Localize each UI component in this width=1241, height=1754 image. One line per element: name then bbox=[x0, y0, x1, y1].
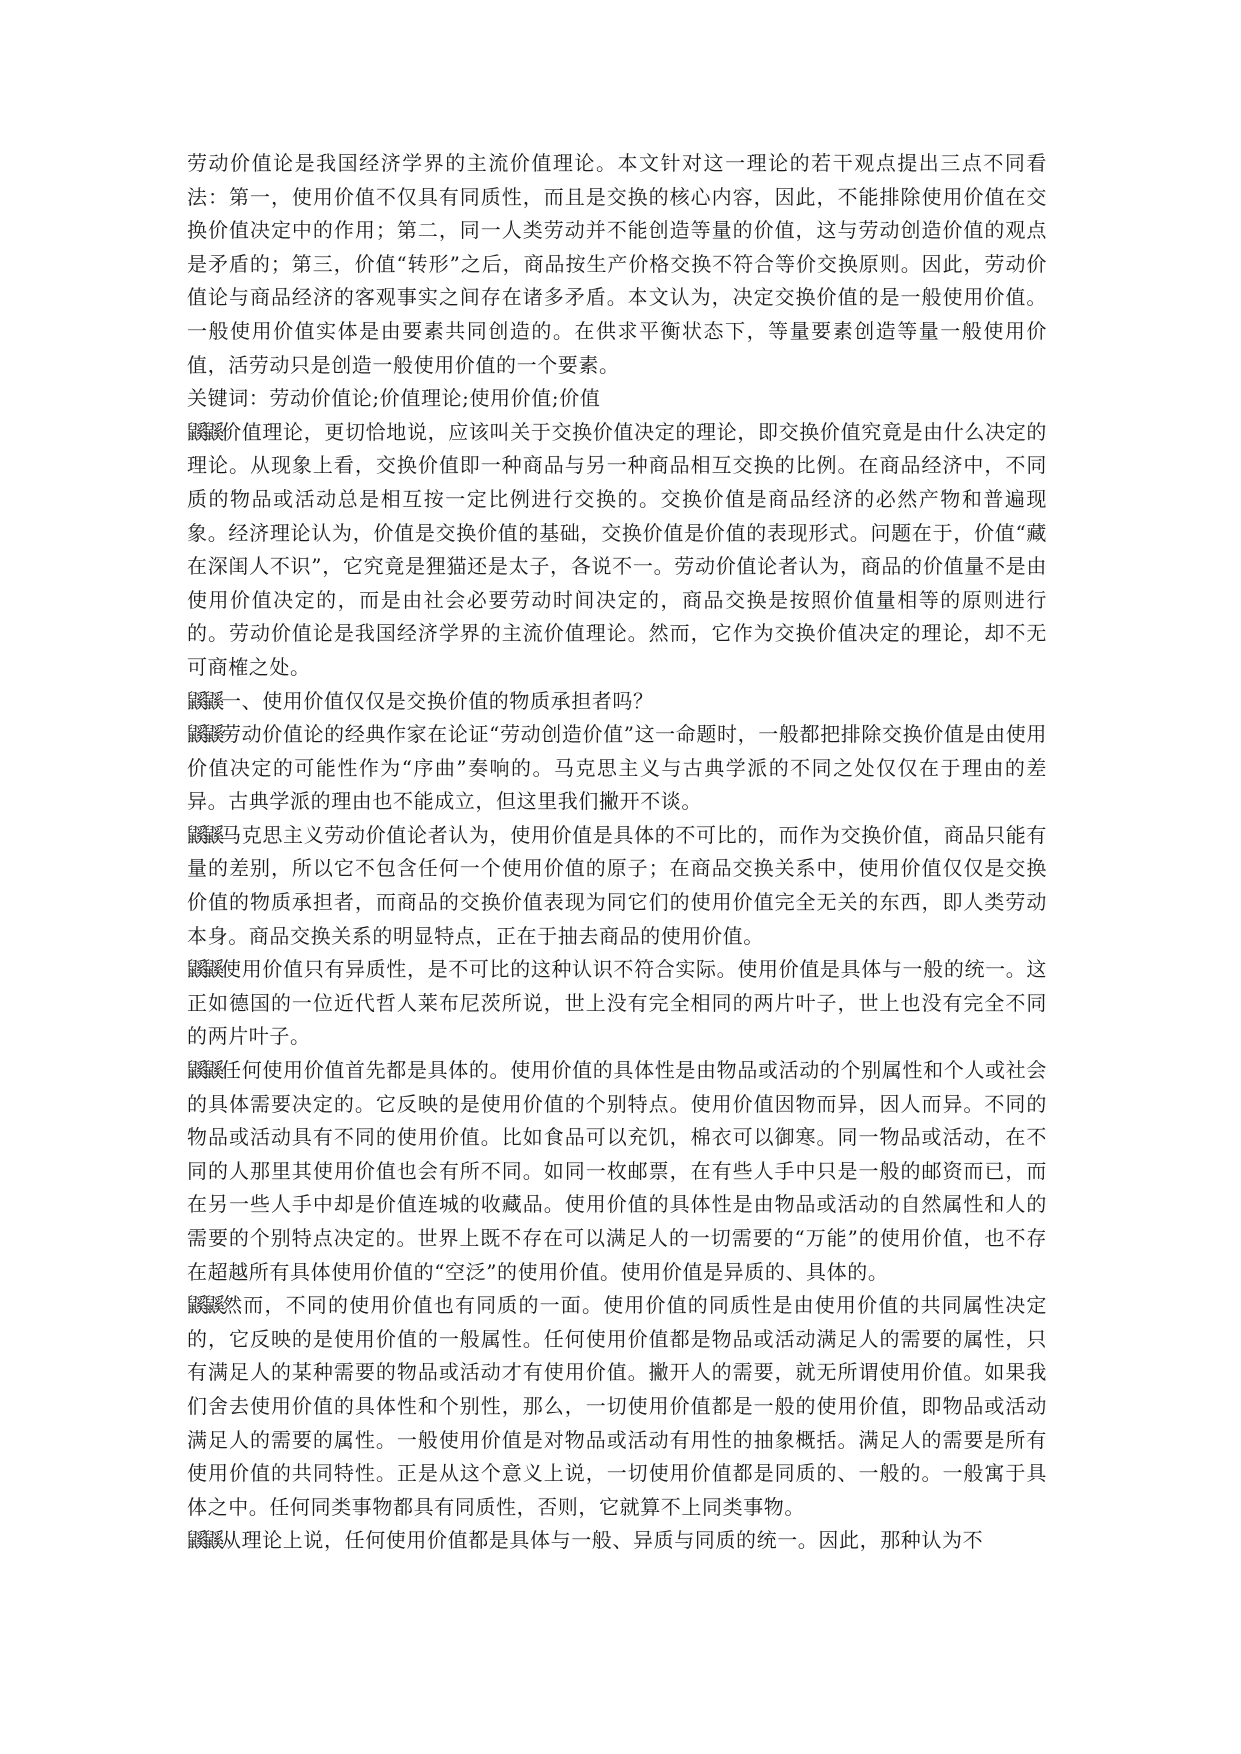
paragraph-text: 然而，不同的使用价值也有同质的一面。使用价值的同质性是由使用价值的共同属性决定的，它反映的是使用价值的一般属性。任何使用价值都是物品或活动满足人的需要的属性，只有满足人的某种需要的物品或活动才有使用价值。撇开人的需要，就无所谓使用价值。如果我们舍去使用价值的具体性和个别性，那么，一切使用价值都是一般的使用价值，即物品或活动满足人的需要的属性。一般使用价值是对物品或活动有用性的抽象概括。满足人的需要是所有使用价值的共同特性。正是从这个意义上说，一切使用价值都是同质的、一般的。一般寓于具体之中。任何同类事物都具有同质性，否则，它就算不上同类事物。 bbox=[187, 1293, 1048, 1519]
paragraph-marker: 鼷鼷 bbox=[187, 957, 222, 982]
body-paragraph bbox=[187, 718, 1047, 819]
section-heading-text: 一、使用价值仅仅是交换价值的物质承担者吗？ bbox=[221, 688, 654, 713]
body-paragraph bbox=[187, 1054, 1047, 1289]
paragraph-marker: 鼷鼷 bbox=[187, 1293, 223, 1318]
abstract-paragraph: 劳动价值论是我国经济学界的主流价值理论。本文针对这一理论的若干观点提出三点不同看法：第一，使用价值不仅具有同质性，而且是交换的核心内容，因此，不能排除使用价值在交换价值决定中的作用；第二，同一人类劳动并不能创造等量的价值，这与劳动创造价值的观点是矛盾的；第三，价值“转形”之后，商品按生产价格交换不符合等价交换原则。因此，劳动价值论与商品经济的客观事实之间存在诸多矛盾。本文认为，决定交换价值的是一般使用价值。一般使用价值实体是由要素共同创造的。在供求平衡状态下，等量要素创造等量一般使用价值，活劳动只是创造一般使用价值的一个要素。 bbox=[187, 151, 1047, 377]
paragraph-marker: 鼷鼷 bbox=[187, 822, 222, 847]
paragraph-marker: 鼷鼷 bbox=[187, 1058, 222, 1083]
paragraph-marker: 鼷鼷 bbox=[187, 1528, 221, 1553]
paragraph-text: 使用价值只有异质性，是不可比的这种认识不符合实际。使用价值是具体与一般的统一。这正如德国的一位近代哲人莱布尼茨所说，世上没有完全相同的两片叶子，世上也没有完全不同的两片叶子。 bbox=[187, 957, 1048, 1049]
paragraph-text: 从理论上说，任何使用价值都是具体与一般、异质与同质的统一。因此，那种认为不 bbox=[221, 1528, 984, 1553]
paragraph-marker: 鼷鼷 bbox=[187, 419, 222, 444]
section-heading bbox=[187, 685, 1047, 719]
paragraph-text: 马克思主义劳动价值论者认为，使用价值是具体的不可比的，而作为交换价值，商品只能有量的差别，所以它不包含任何一个使用价值的原子；在商品交换关系中，使用价值仅仅是交换价值的物质承担者，而商品的交换价值表现为同它们的使用价值完全无关的东西，即人类劳动本身。商品交换关系的明显特点，正在于抽去商品的使用价值。 bbox=[187, 822, 1048, 948]
paragraph-text: 任何使用价值首先都是具体的。使用价值的具体性是由物品或活动的个别属性和个人或社会的具体需要决定的。它反映的是使用价值的个别特点。使用价值因物而异，因人而异。不同的物品或活动具有不同的使用价值。比如食品可以充饥，棉衣可以御寒。同一物品或活动，在不同的人那里其使用价值也会有所不同。如同一枚邮票，在有些人手中只是一般的邮资而已，而在另一些人手中却是价值连城的收藏品。使用价值的具体性是由物品或活动的自然属性和人的需要的个别特点决定的。世界上既不存在可以满足人的一切需要的“万能”的使用价值，也不存在超越所有具体使用价值的“空泛”的使用价值。使用价值是异质的、具体的。 bbox=[187, 1058, 1048, 1284]
keywords-line: 关键词：劳动价值论;价值理论;使用价值;价值 bbox=[187, 386, 601, 411]
body-paragraph bbox=[187, 416, 1047, 685]
paragraph-text: 劳动价值论的经典作家在论证“劳动创造价值”这一命题时，一般都把排除交换价值是由使用价值决定的可能性作为“序曲”奏响的。马克思主义与古典学派的不同之处仅仅在于理由的差异。古典学派的理由也不能成立，但这里我们撇开不谈。 bbox=[187, 722, 1047, 814]
paragraph-marker: 鼷鼷 bbox=[187, 722, 222, 747]
paragraph-marker: 鼷鼷 bbox=[187, 688, 221, 713]
body-paragraph bbox=[187, 1524, 1047, 1558]
document-body bbox=[187, 147, 1047, 1558]
body-paragraph bbox=[187, 1289, 1047, 1524]
body-paragraph bbox=[187, 819, 1047, 953]
paragraph-text: 价值理论，更切恰地说，应该叫关于交换价值决定的理论，即交换价值究竟是由什么决定的理论。从现象上看，交换价值即一种商品与另一种商品相互交换的比例。在商品经济中，不同质的物品或活动总是相互按一定比例进行交换的。交换价值是商品经济的必然产物和普遍现象。经济理论认为，价值是交换价值的基础，交换价值是价值的表现形式。问题在于，价值“藏在深闺人不识”，它究竟是狸猫还是太子，各说不一。劳动价值论者认为，商品的价值量不是由使用价值决定的，而是由社会必要劳动时间决定的，商品交换是按照价值量相等的原则进行的。劳动价值论是我国经济学界的主流价值理论。然而，它作为交换价值决定的理论，却不无可商榷之处。 bbox=[187, 419, 1048, 679]
body-paragraph bbox=[187, 953, 1047, 1054]
